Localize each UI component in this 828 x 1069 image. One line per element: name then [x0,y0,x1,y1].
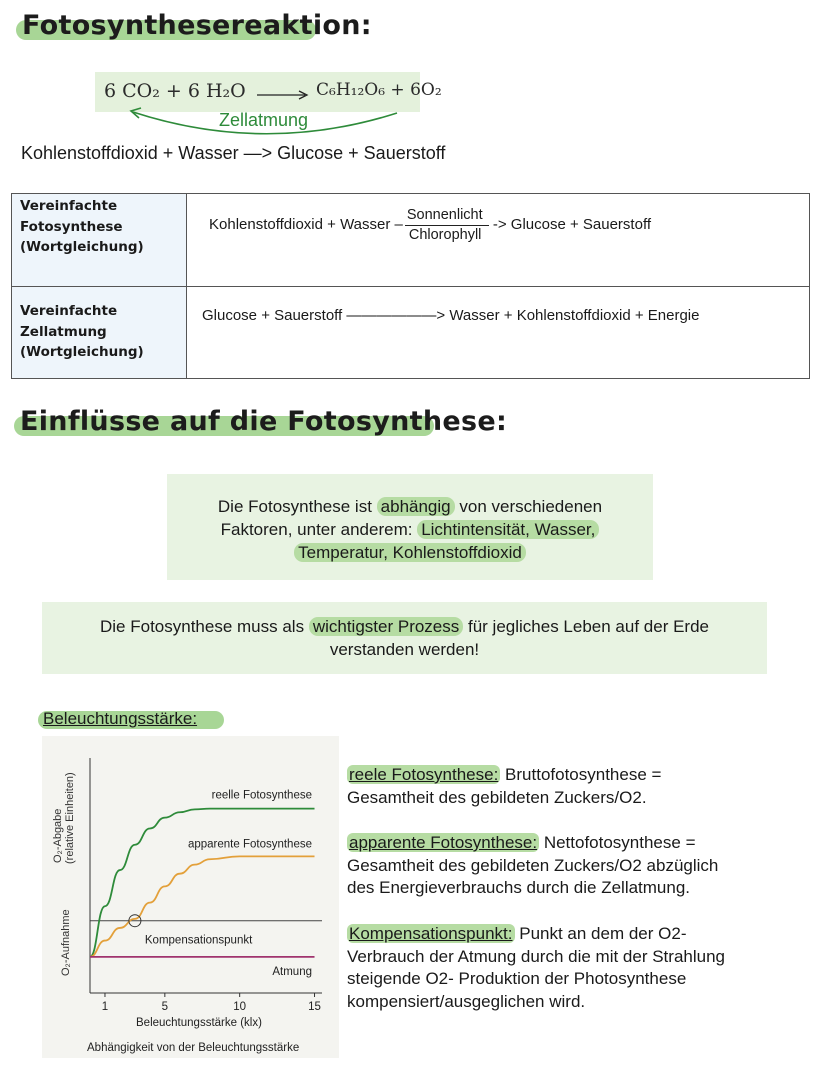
highlight-abhaengig: abhängig [377,497,455,516]
x-tick-label: 5 [161,1001,169,1013]
table-row-fotosynthese [12,194,810,287]
definition-kompensationspunkt: Kompensationspunkt: Punkt an dem der O2- Verbrauch der Atmung durch die mit der Strahlung steigende O2- Produktion der Photosynthese kompensiert/ausgeglichen wird. [347,924,725,1011]
y-label-abgabe: O₂-Abgabe [52,808,64,863]
highlight-factors-1: Lichtintensität, Wasser, [417,520,599,539]
section-title-fotosynthesereaktion: Fotosynthesereaktion: [22,10,372,41]
highlight-factors-2: Temperatur, Kohlenstoffdioxid [294,543,526,562]
row-label-fotosynthese: Vereinfachte Fotosynthese (Wortgleichung) [12,194,187,287]
light-intensity-chart [42,736,339,1058]
row-equation-zellatmung: Glucose + Sauerstoff ——————> Wasser + Kohlenstoffdioxid + Energie [187,287,810,379]
definition-apparente: apparente Fotosynthese: Nettofotosynthese = Gesamtheit des gebildeten Zuckers/O2 abzüglich des Energieverbrauchs durch die Zellatmung. [347,833,719,897]
x-tick-label: 1 [101,1001,109,1013]
formula-right: C₆H₁₂O₆ + 6O₂ [316,80,442,100]
row-label-zellatmung: Vereinfachte Zellatmung (Wortgleichung) [12,287,187,379]
table-row-zellatmung [12,287,810,379]
y-label-aufnahme: O₂-Aufnahme [60,909,72,976]
word-equation: Kohlenstoffdioxid + Wasser —> Glucose + Sauerstoff [21,143,446,163]
fs-pre: Kohlenstoffdioxid + Wasser – [209,216,403,233]
factors-box: Die Fotosynthese ist abhängig von verschiedenen Faktoren, unter anderem: Lichtintensität, Wasser, Temperatur, Kohlenstoffdioxid [167,474,653,580]
row-equation-fotosynthese [187,194,810,287]
legend-atmung: Atmung [272,965,312,978]
highlight-wichtigster-prozess: wichtigster Prozess [309,617,463,636]
zellatmung-label: Zellatmung [219,110,309,130]
word-equation-table [11,193,810,379]
legend-apparente-fotosynthese: apparente Fotosynthese [187,838,312,851]
formula-left: 6 CO₂ + 6 H₂O [104,80,246,102]
legend-reelle-fotosynthese: reelle Fotosynthese [211,789,312,802]
term-apparente-fotosynthese: apparente Fotosynthese: [349,833,538,852]
fs-post: -> Glucose + Sauerstoff [492,216,652,233]
x-tick-label: 10 [233,1001,247,1013]
section-title-einfluesse: Einflüsse auf die Fotosynthese: [20,406,508,437]
y-label-einheiten: (relative Einheiten) [64,772,76,864]
term-reele-fotosynthese: reele Fotosynthese: [349,765,499,784]
importance-box: Die Fotosynthese muss als wichtigster Prozess für jegliches Leben auf der Erde verstanden werden! [42,602,767,674]
subtitle-beleuchtungsstaerke: Beleuchtungsstärke: [43,709,198,728]
term-kompensationspunkt: Kompensationspunkt: [349,924,513,943]
fs-over: Sonnenlicht [406,207,483,223]
fs-under: Chlorophyll [408,227,482,243]
x-tick-label: 15 [308,1001,321,1013]
annotation-kompensationspunkt: Kompensationspunkt [144,934,253,947]
chart-caption: Abhängigkeit von der Beleuchtungsstärke [87,1042,300,1054]
x-axis-label: Beleuchtungsstärke (klx) [136,1017,262,1029]
definition-reele: reele Fotosynthese: Bruttofotosynthese = Gesamtheit des gebildeten Zuckers/O2. [347,765,662,807]
